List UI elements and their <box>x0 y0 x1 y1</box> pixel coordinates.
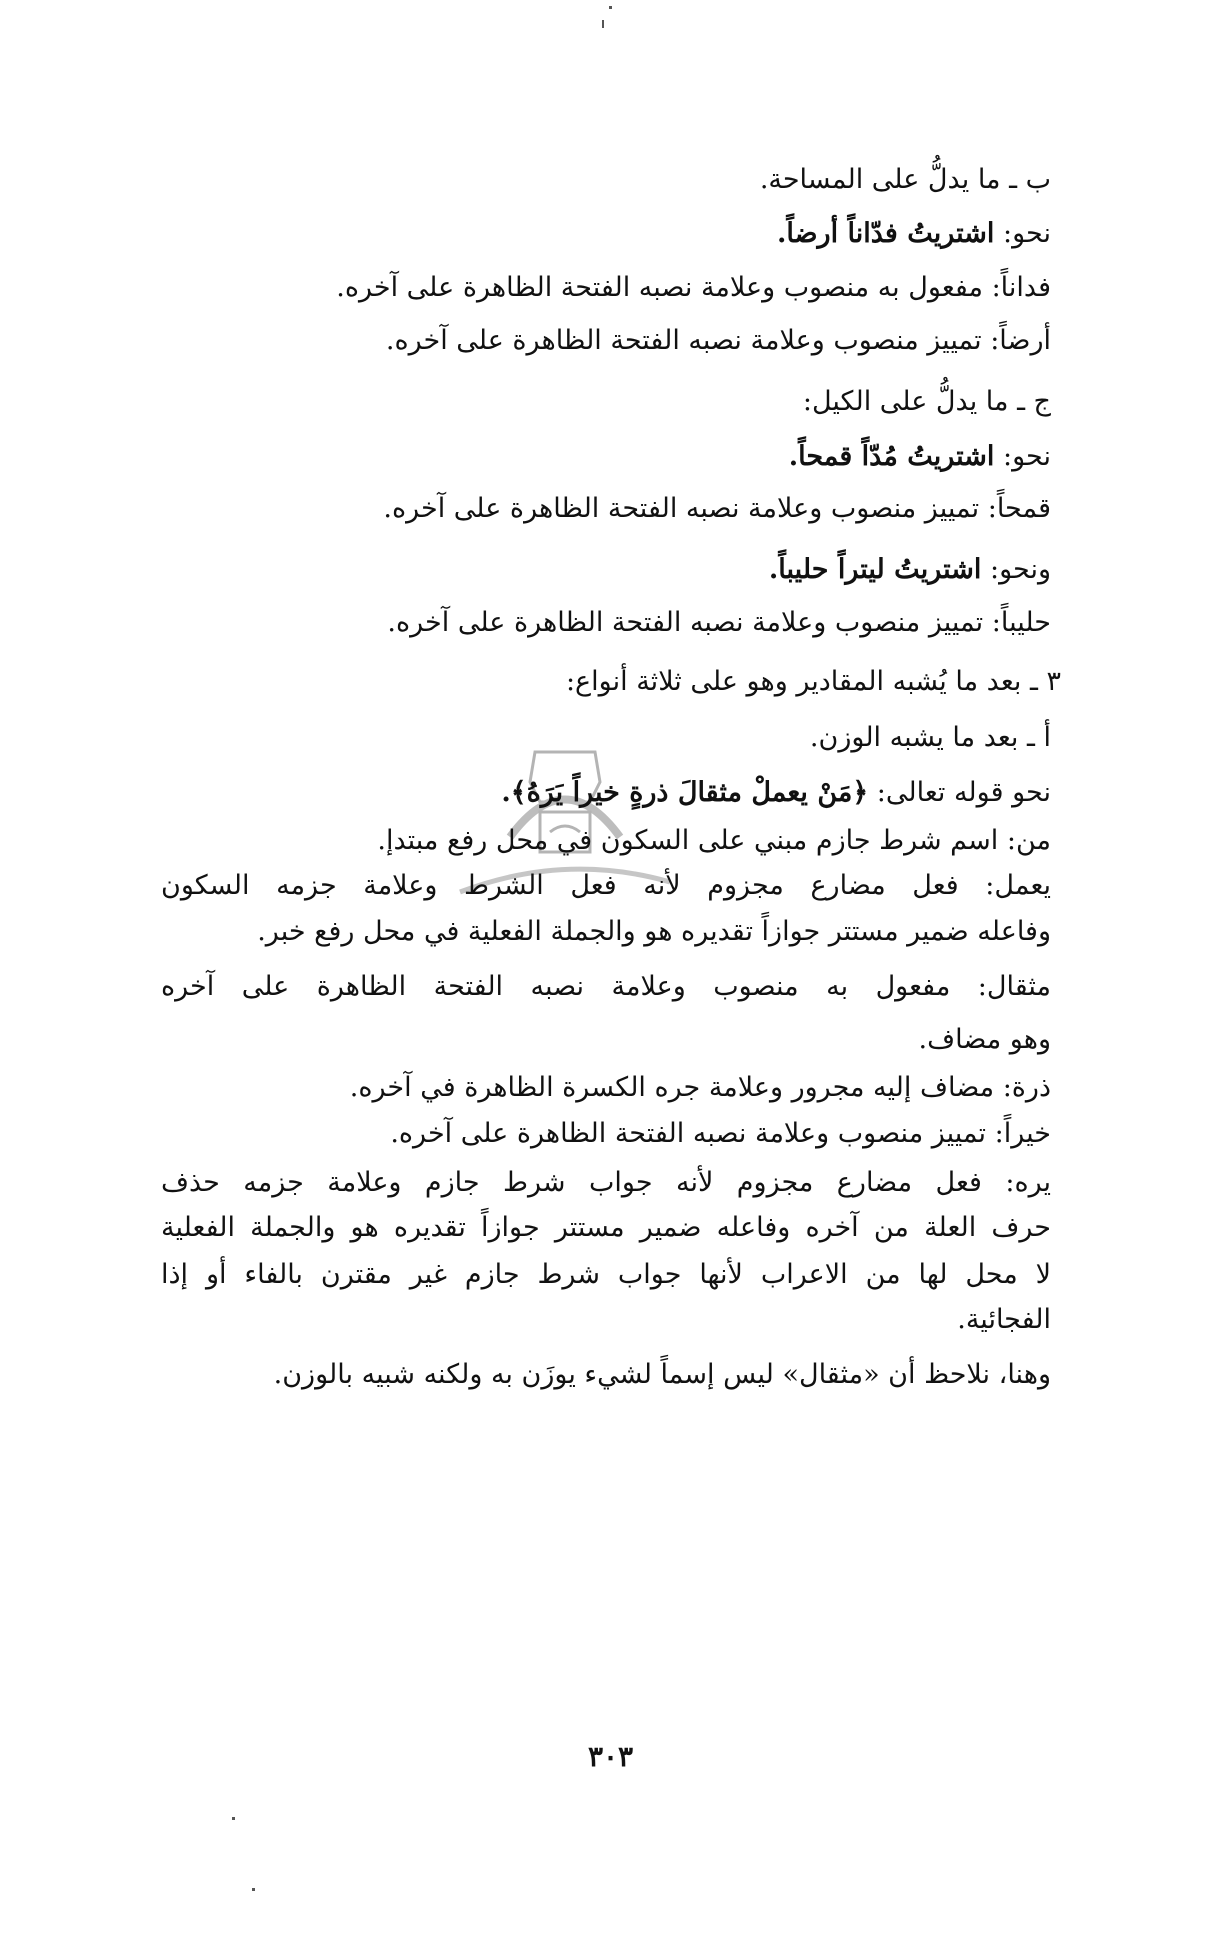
line-head: يره: <box>1005 1167 1051 1198</box>
line-4 <box>386 321 1051 361</box>
line-text: تمييز منصوب وعلامة نصبه الفتحة الظاهرة على آخره. <box>390 1118 987 1149</box>
line-head: حليباً: <box>991 607 1051 638</box>
line-text: ب ـ ما يدلُّ على المساحة. <box>759 164 1051 195</box>
line-text: تمييز منصوب وعلامة نصبه الفتحة الظاهرة على آخره. <box>385 325 982 356</box>
line-15 <box>257 912 1051 952</box>
line-text: أ ـ بعد ما يشبه الوزن. <box>809 722 1051 753</box>
scan-speck <box>609 6 612 9</box>
line-head: نحو: <box>1003 218 1051 249</box>
line-20 <box>161 1163 1051 1203</box>
line-text: حرف العلة من آخره وفاعله ضمير مستتر جوازاً تقديره هو والجملة الفعلية <box>161 1212 1051 1243</box>
line-5 <box>803 382 1051 422</box>
line-18 <box>350 1068 1051 1108</box>
line-14 <box>161 866 1051 906</box>
line-head: ذرة: <box>1002 1072 1051 1103</box>
line-head: ٣ ـ <box>1029 666 1061 697</box>
line-text: وهو مضاف. <box>918 1024 1051 1055</box>
line-11 <box>810 718 1051 758</box>
line-23 <box>957 1300 1051 1340</box>
line-12 <box>501 773 1051 813</box>
line-19 <box>390 1114 1051 1154</box>
line-6 <box>789 437 1051 477</box>
line-text: مفعول به منصوب وعلامة نصبه الفتحة الظاهرة على آخره. <box>336 272 983 303</box>
scan-speck <box>252 1888 255 1891</box>
line-text: بعد ما يُشبه المقادير وهو على ثلاثة أنواع: <box>565 666 1022 697</box>
line-text: مضاف إليه مجرور وعلامة جره الكسرة الظاهرة في آخره. <box>349 1072 995 1103</box>
line-head: فداناً: <box>991 272 1051 303</box>
line-head: قمحاً: <box>987 493 1051 524</box>
line-head: يعمل: <box>985 870 1051 901</box>
line-head: مثقال: <box>977 971 1051 1002</box>
line-21 <box>161 1208 1051 1248</box>
line-text: لا محل لها من الاعراب لأنها جواب شرط جازم غير مقترن بالفاء أو إذا <box>161 1259 1051 1290</box>
line-text: ج ـ ما يدلُّ على الكيل: <box>802 386 1051 417</box>
line-22 <box>161 1255 1051 1295</box>
line-text: مفعول به منصوب وعلامة نصبه الفتحة الظاهرة على آخره <box>161 971 951 1002</box>
scan-speck <box>232 1817 235 1820</box>
line-text: اسم شرط جازم مبني على السكون في محل رفع مبتدإ. <box>377 825 999 856</box>
line-head: من: <box>1006 825 1051 856</box>
line-9 <box>387 603 1051 643</box>
line-text: فعل مضارع مجزوم لأنه جواب شرط جازم وعلامة جزمه حذف <box>161 1167 982 1198</box>
line-3 <box>336 268 1051 308</box>
line-text: تمييز منصوب وعلامة نصبه الفتحة الظاهرة على آخره. <box>383 493 980 524</box>
example-text: اشتريتُ ليتراً حليباً. <box>768 554 982 585</box>
line-head: ونحو: <box>989 554 1051 585</box>
line-8 <box>769 550 1051 590</box>
page-number: ٣٠٣ <box>587 1740 634 1773</box>
line-text: تمييز منصوب وعلامة نصبه الفتحة الظاهرة على آخره. <box>387 607 984 638</box>
line-text: وهنا، نلاحظ أن «مثقال» ليس إسماً لشيء يوزَن به ولكنه شبيه بالوزن. <box>273 1359 1051 1390</box>
line-head: نحو قوله تعالى: <box>876 777 1051 808</box>
line-head: خيراً: <box>994 1118 1051 1149</box>
line-24 <box>274 1355 1051 1395</box>
quran-verse: ﴿مَنْ يعملْ مثقالَ ذرةٍ خيراً يَرَهُ﴾. <box>501 777 869 808</box>
line-head: أرضاً: <box>990 325 1051 356</box>
line-head: نحو: <box>1003 441 1051 472</box>
line-text: وفاعله ضمير مستتر جوازاً تقديره هو والجملة الفعلية في محل رفع خبر. <box>257 916 1051 947</box>
example-text: اشتريتُ مُدّاً قمحاً. <box>788 441 995 472</box>
line-text: فعل مضارع مجزوم لأنه فعل الشرط وعلامة جزمه السكون <box>161 870 959 901</box>
line-2 <box>777 214 1051 254</box>
line-1 <box>760 160 1051 200</box>
line-17 <box>919 1020 1051 1060</box>
line-text: الفجائية. <box>957 1304 1051 1335</box>
line-13 <box>377 821 1051 861</box>
line-10 <box>566 662 1061 702</box>
example-text: اشتريتُ فدّاناً أرضاً. <box>776 218 995 249</box>
scan-speck <box>602 20 604 28</box>
line-7 <box>383 489 1051 529</box>
line-16 <box>161 967 1051 1007</box>
